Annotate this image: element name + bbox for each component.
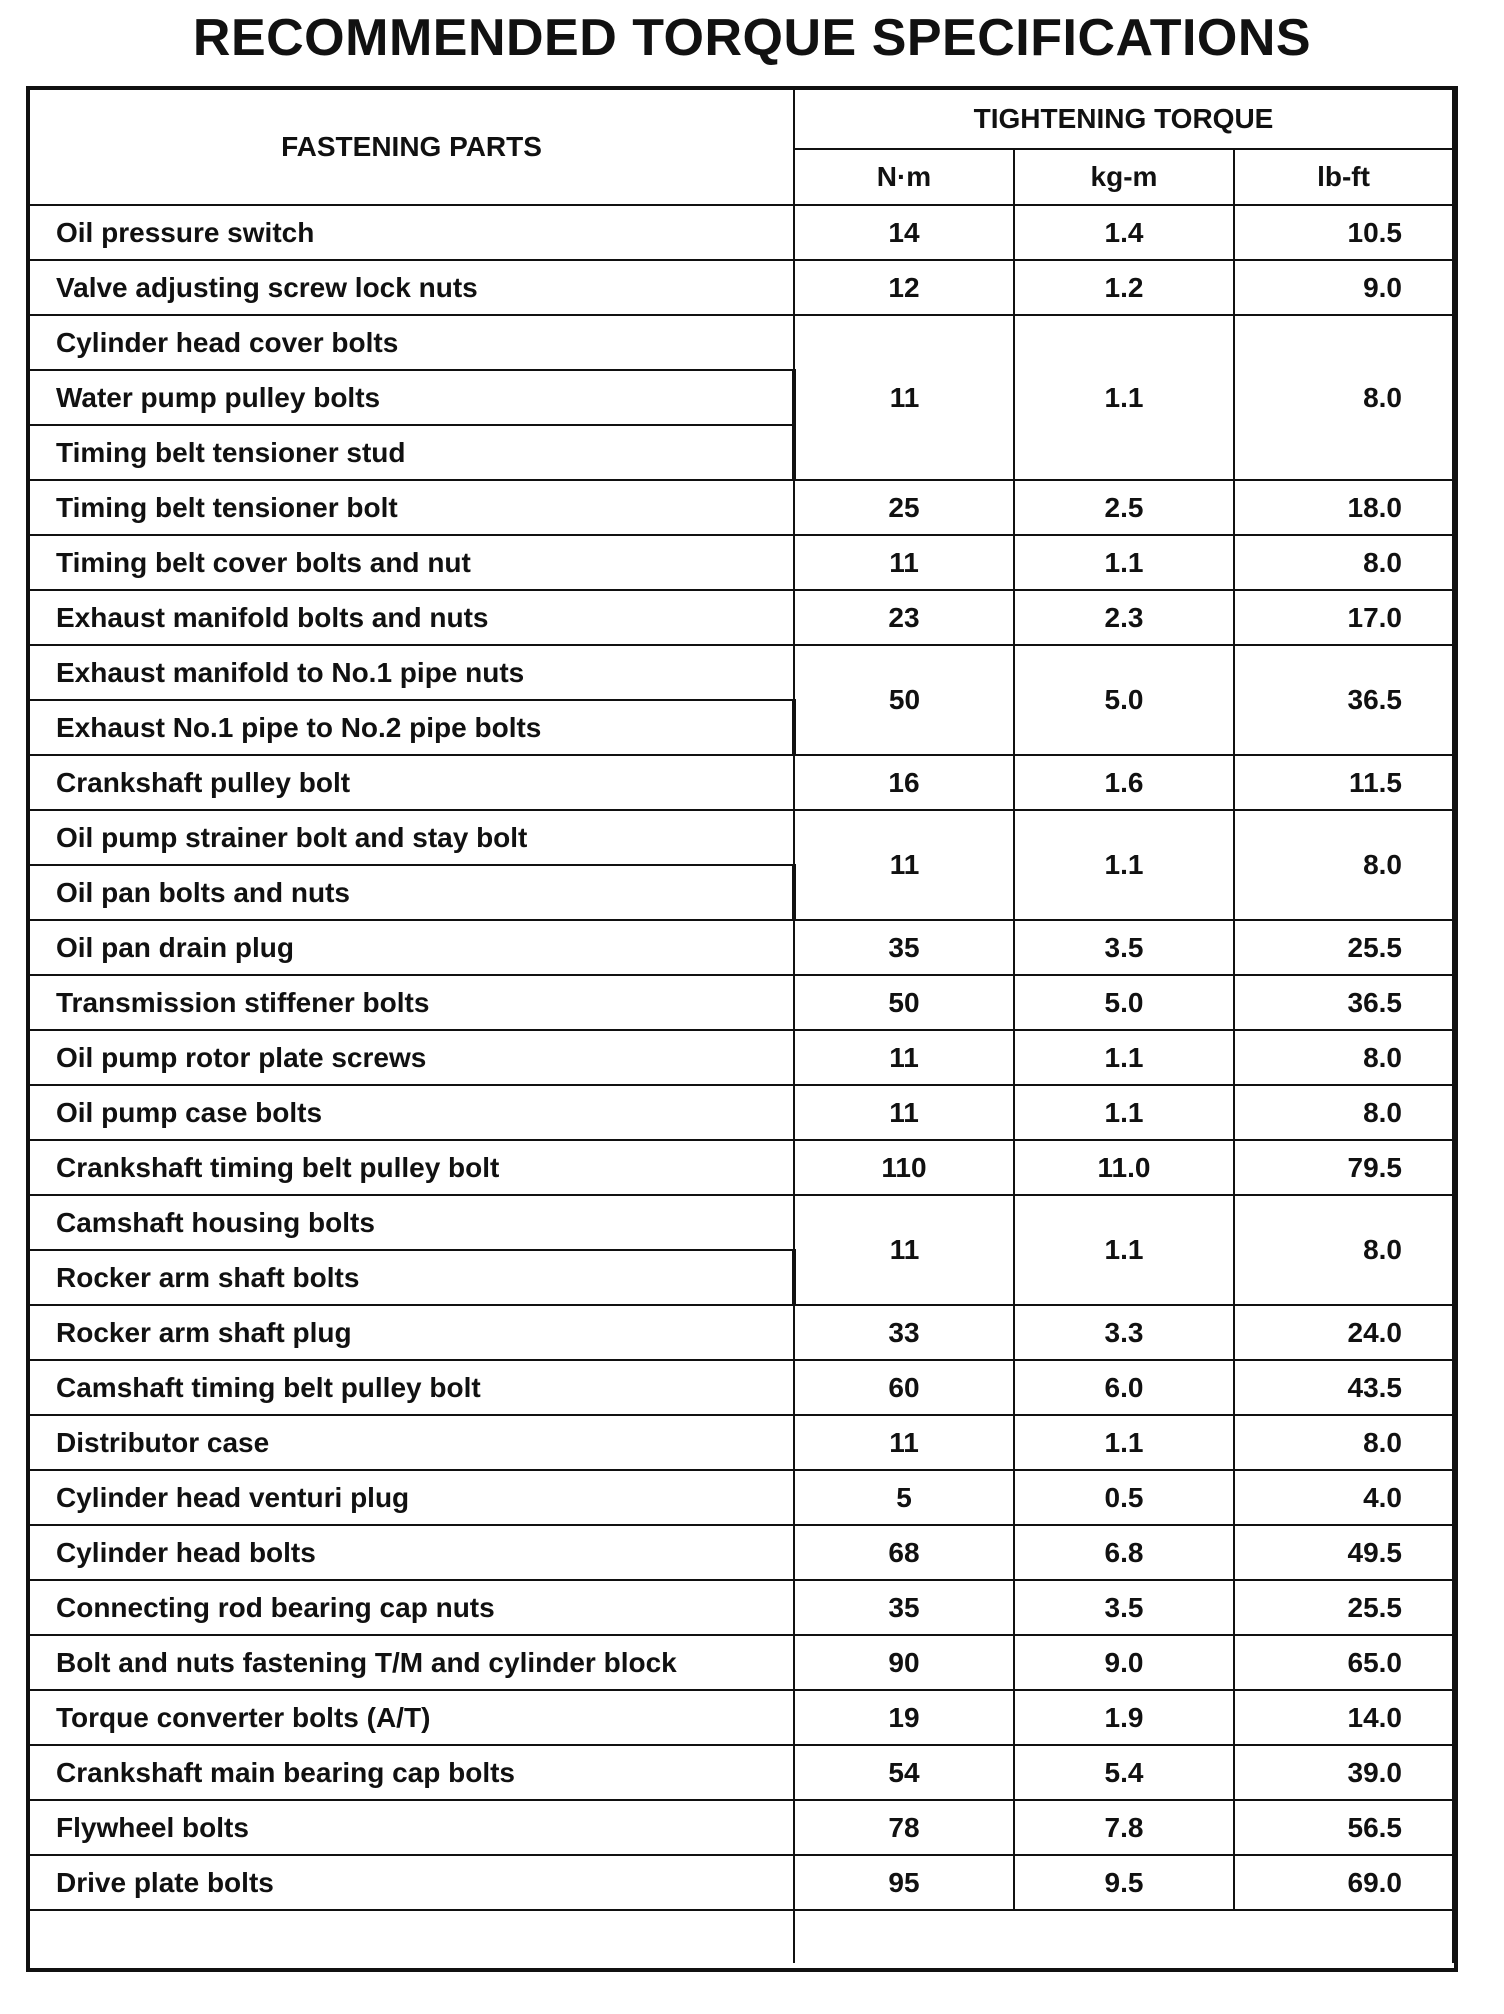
torque-kgm-value: 0.5 xyxy=(1014,1470,1234,1525)
fastening-part-name: Crankshaft pulley bolt xyxy=(30,755,794,810)
torque-lbft-value: 36.5 xyxy=(1234,645,1454,755)
torque-nm-value: 11 xyxy=(794,315,1014,480)
unit-header-kgm: kg-m xyxy=(1014,149,1234,205)
empty-cell xyxy=(794,1910,1454,1963)
fastening-part-name: Cylinder head venturi plug xyxy=(30,1470,794,1525)
fastening-part-name: Timing belt tensioner bolt xyxy=(30,480,794,535)
fastening-part-name: Oil pan bolts and nuts xyxy=(30,865,794,920)
torque-kgm-value: 1.1 xyxy=(1014,315,1234,480)
torque-nm-value: 110 xyxy=(794,1140,1014,1195)
fastening-part-name: Oil pump strainer bolt and stay bolt xyxy=(30,810,794,865)
table-row xyxy=(30,1305,1454,1360)
torque-kgm-value: 1.1 xyxy=(1014,1415,1234,1470)
torque-nm-value: 11 xyxy=(794,1085,1014,1140)
torque-lbft-value: 36.5 xyxy=(1234,975,1454,1030)
torque-nm-value: 19 xyxy=(794,1690,1014,1745)
fastening-part-name: Exhaust No.1 pipe to No.2 pipe bolts xyxy=(30,700,794,755)
fastening-part-name: Oil pressure switch xyxy=(30,205,794,260)
torque-nm-value: 54 xyxy=(794,1745,1014,1800)
torque-nm-value: 11 xyxy=(794,1195,1014,1305)
torque-kgm-value: 1.1 xyxy=(1014,1085,1234,1140)
torque-lbft-value: 65.0 xyxy=(1234,1635,1454,1690)
fastening-part-name: Exhaust manifold bolts and nuts xyxy=(30,590,794,645)
fastening-part-name: Crankshaft timing belt pulley bolt xyxy=(30,1140,794,1195)
torque-lbft-value: 8.0 xyxy=(1234,1415,1454,1470)
torque-nm-value: 14 xyxy=(794,205,1014,260)
torque-kgm-value: 1.1 xyxy=(1014,1195,1234,1305)
fastening-part-name: Oil pump rotor plate screws xyxy=(30,1030,794,1085)
torque-lbft-value: 18.0 xyxy=(1234,480,1454,535)
fastening-part-name: Distributor case xyxy=(30,1415,794,1470)
torque-nm-value: 23 xyxy=(794,590,1014,645)
torque-kgm-value: 11.0 xyxy=(1014,1140,1234,1195)
table-header xyxy=(30,90,1454,205)
table-row xyxy=(30,1415,1454,1470)
torque-kgm-value: 1.1 xyxy=(1014,810,1234,920)
torque-kgm-value: 2.5 xyxy=(1014,480,1234,535)
torque-kgm-value: 3.5 xyxy=(1014,920,1234,975)
torque-lbft-value: 25.5 xyxy=(1234,1580,1454,1635)
fastening-part-name: Valve adjusting screw lock nuts xyxy=(30,260,794,315)
fastening-part-name: Transmission stiffener bolts xyxy=(30,975,794,1030)
torque-nm-value: 50 xyxy=(794,645,1014,755)
torque-kgm-value: 1.9 xyxy=(1014,1690,1234,1745)
torque-lbft-value: 8.0 xyxy=(1234,535,1454,590)
fastening-part-name: Exhaust manifold to No.1 pipe nuts xyxy=(30,645,794,700)
fastening-part-name: Drive plate bolts xyxy=(30,1855,794,1910)
table-row xyxy=(30,1855,1454,1910)
fastening-part-name: Torque converter bolts (A/T) xyxy=(30,1690,794,1745)
torque-table xyxy=(30,90,1456,1963)
torque-kgm-value: 1.2 xyxy=(1014,260,1234,315)
table-row xyxy=(30,755,1454,810)
torque-nm-value: 90 xyxy=(794,1635,1014,1690)
tightening-torque-header: TIGHTENING TORQUE xyxy=(794,90,1454,149)
fastening-part-name: Camshaft timing belt pulley bolt xyxy=(30,1360,794,1415)
torque-nm-value: 33 xyxy=(794,1305,1014,1360)
fastening-part-name: Cylinder head bolts xyxy=(30,1525,794,1580)
table-row xyxy=(30,1195,1454,1250)
table-row xyxy=(30,260,1454,315)
torque-lbft-value: 8.0 xyxy=(1234,315,1454,480)
fastening-part-name: Timing belt tensioner stud xyxy=(30,425,794,480)
torque-kgm-value: 1.4 xyxy=(1014,205,1234,260)
table-row xyxy=(30,480,1454,535)
torque-kgm-value: 2.3 xyxy=(1014,590,1234,645)
table-row xyxy=(30,315,1454,370)
table-row xyxy=(30,810,1454,865)
torque-nm-value: 35 xyxy=(794,1580,1014,1635)
fastening-part-name: Connecting rod bearing cap nuts xyxy=(30,1580,794,1635)
fastening-part-name: Bolt and nuts fastening T/M and cylinder block xyxy=(30,1635,794,1690)
torque-lbft-value: 69.0 xyxy=(1234,1855,1454,1910)
fastening-part-name: Oil pump case bolts xyxy=(30,1085,794,1140)
torque-kgm-value: 1.1 xyxy=(1014,1030,1234,1085)
torque-lbft-value: 8.0 xyxy=(1234,1030,1454,1085)
fastening-part-name: Flywheel bolts xyxy=(30,1800,794,1855)
torque-nm-value: 35 xyxy=(794,920,1014,975)
torque-kgm-value: 3.3 xyxy=(1014,1305,1234,1360)
fastening-part-name: Crankshaft main bearing cap bolts xyxy=(30,1745,794,1800)
fastening-part-name: Cylinder head cover bolts xyxy=(30,315,794,370)
table-row xyxy=(30,1470,1454,1525)
torque-lbft-value: 17.0 xyxy=(1234,590,1454,645)
torque-lbft-value: 8.0 xyxy=(1234,1195,1454,1305)
table-row xyxy=(30,1140,1454,1195)
torque-kgm-value: 9.0 xyxy=(1014,1635,1234,1690)
table-row xyxy=(30,590,1454,645)
table-row xyxy=(30,1745,1454,1800)
empty-row xyxy=(30,1910,1454,1963)
page-title: RECOMMENDED TORQUE SPECIFICATIONS xyxy=(192,9,1312,67)
torque-nm-value: 11 xyxy=(794,535,1014,590)
unit-header-nm: N·m xyxy=(794,149,1014,205)
torque-kgm-value: 6.0 xyxy=(1014,1360,1234,1415)
table-row xyxy=(30,1690,1454,1745)
table-row xyxy=(30,1085,1454,1140)
table-body xyxy=(30,205,1454,1963)
torque-nm-value: 5 xyxy=(794,1470,1014,1525)
torque-nm-value: 12 xyxy=(794,260,1014,315)
fastening-part-name: Rocker arm shaft plug xyxy=(30,1305,794,1360)
torque-lbft-value: 4.0 xyxy=(1234,1470,1454,1525)
torque-nm-value: 11 xyxy=(794,1415,1014,1470)
torque-spec-sheet xyxy=(26,86,1458,1972)
torque-lbft-value: 11.5 xyxy=(1234,755,1454,810)
table-row xyxy=(30,1635,1454,1690)
torque-lbft-value: 14.0 xyxy=(1234,1690,1454,1745)
table-row xyxy=(30,205,1454,260)
table-row xyxy=(30,920,1454,975)
torque-lbft-value: 43.5 xyxy=(1234,1360,1454,1415)
torque-kgm-value: 9.5 xyxy=(1014,1855,1234,1910)
fastening-part-name: Oil pan drain plug xyxy=(30,920,794,975)
torque-kgm-value: 6.8 xyxy=(1014,1525,1234,1580)
torque-kgm-value: 7.8 xyxy=(1014,1800,1234,1855)
fastening-parts-header: FASTENING PARTS xyxy=(30,90,794,205)
torque-kgm-value: 5.4 xyxy=(1014,1745,1234,1800)
torque-kgm-value: 1.6 xyxy=(1014,755,1234,810)
torque-kgm-value: 5.0 xyxy=(1014,975,1234,1030)
table-row xyxy=(30,1800,1454,1855)
torque-nm-value: 78 xyxy=(794,1800,1014,1855)
torque-lbft-value: 49.5 xyxy=(1234,1525,1454,1580)
torque-lbft-value: 10.5 xyxy=(1234,205,1454,260)
empty-cell xyxy=(30,1910,794,1963)
torque-lbft-value: 25.5 xyxy=(1234,920,1454,975)
torque-nm-value: 11 xyxy=(794,810,1014,920)
table-row xyxy=(30,1360,1454,1415)
table-row xyxy=(30,1525,1454,1580)
table-row xyxy=(30,975,1454,1030)
torque-nm-value: 25 xyxy=(794,480,1014,535)
torque-nm-value: 60 xyxy=(794,1360,1014,1415)
torque-lbft-value: 39.0 xyxy=(1234,1745,1454,1800)
torque-lbft-value: 56.5 xyxy=(1234,1800,1454,1855)
torque-lbft-value: 8.0 xyxy=(1234,1085,1454,1140)
torque-kgm-value: 1.1 xyxy=(1014,535,1234,590)
torque-lbft-value: 8.0 xyxy=(1234,810,1454,920)
torque-nm-value: 95 xyxy=(794,1855,1014,1910)
fastening-part-name: Camshaft housing bolts xyxy=(30,1195,794,1250)
torque-nm-value: 11 xyxy=(794,1030,1014,1085)
torque-kgm-value: 3.5 xyxy=(1014,1580,1234,1635)
fastening-part-name: Rocker arm shaft bolts xyxy=(30,1250,794,1305)
fastening-part-name: Water pump pulley bolts xyxy=(30,370,794,425)
table-row xyxy=(30,645,1454,700)
torque-kgm-value: 5.0 xyxy=(1014,645,1234,755)
torque-lbft-value: 24.0 xyxy=(1234,1305,1454,1360)
torque-nm-value: 50 xyxy=(794,975,1014,1030)
torque-nm-value: 68 xyxy=(794,1525,1014,1580)
torque-lbft-value: 79.5 xyxy=(1234,1140,1454,1195)
torque-nm-value: 16 xyxy=(794,755,1014,810)
torque-lbft-value: 9.0 xyxy=(1234,260,1454,315)
table-row xyxy=(30,1580,1454,1635)
table-row xyxy=(30,1030,1454,1085)
table-row xyxy=(30,535,1454,590)
fastening-part-name: Timing belt cover bolts and nut xyxy=(30,535,794,590)
unit-header-lbft: lb-ft xyxy=(1234,149,1454,205)
